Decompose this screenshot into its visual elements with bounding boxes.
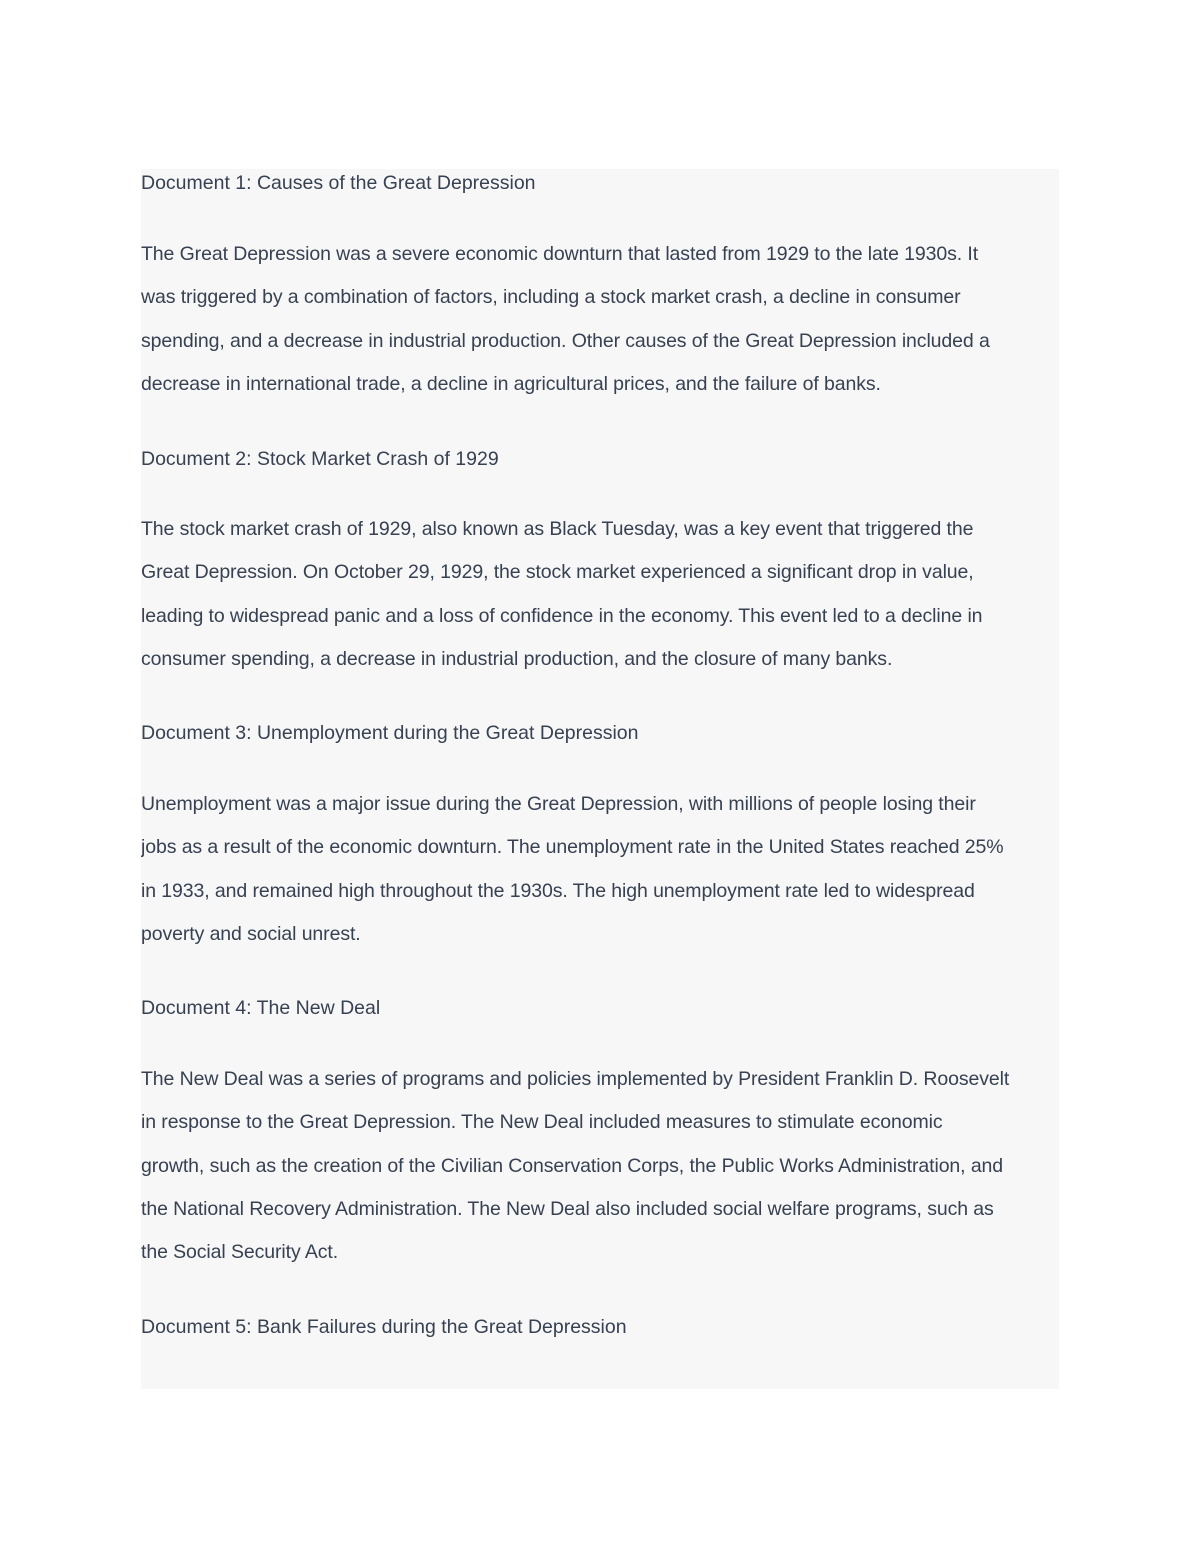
body-line: decrease in international trade, a decline in agricultural prices, and the failure of banks. xyxy=(141,372,881,395)
section-body xyxy=(141,233,990,406)
section-heading: Document 5: Bank Failures during the Great Depression xyxy=(141,1316,627,1338)
body-line: The stock market crash of 1929, also known as Black Tuesday, was a key event that triggered the xyxy=(141,518,974,540)
body-line: growth, such as the creation of the Civilian Conservation Corps, the Public Works Administration, and xyxy=(141,1154,1004,1177)
body-line: in 1933, and remained high throughout the 1930s. The high unemployment rate led to widespread xyxy=(141,879,975,902)
body-line: poverty and social unrest. xyxy=(141,922,361,945)
section-body xyxy=(141,1058,1009,1274)
body-line: leading to widespread panic and a loss of confidence in the economy. This event led to a decline in xyxy=(141,604,983,627)
body-line: Great Depression. On October 29, 1929, the stock market experienced a significant drop in value, xyxy=(141,561,974,584)
section-heading: Document 2: Stock Market Crash of 1929 xyxy=(141,448,499,470)
section-body xyxy=(141,783,1004,956)
body-line: spending, and a decrease in industrial production. Other causes of the Great Depression included a xyxy=(141,329,990,352)
section-heading: Document 3: Unemployment during the Great Depression xyxy=(141,722,639,744)
section-heading: Document 1: Causes of the Great Depression xyxy=(141,172,536,194)
body-line: the National Recovery Administration. The New Deal also included social welfare programs, such as xyxy=(141,1197,994,1220)
section-body xyxy=(141,508,982,681)
body-line: was triggered by a combination of factors, including a stock market crash, a decline in consumer xyxy=(141,286,961,309)
body-line: consumer spending, a decrease in industrial production, and the closure of many banks. xyxy=(141,647,893,670)
body-line: jobs as a result of the economic downturn. The unemployment rate in the United States reached 25% xyxy=(141,836,1004,859)
body-line: The Great Depression was a severe economic downturn that lasted from 1929 to the late 1930s. It xyxy=(141,243,979,265)
body-line: The New Deal was a series of programs and policies implemented by President Franklin D. Roosevelt xyxy=(141,1068,1010,1090)
body-line: in response to the Great Depression. The New Deal included measures to stimulate economic xyxy=(141,1111,943,1134)
body-line: the Social Security Act. xyxy=(141,1241,339,1264)
document-content-box xyxy=(141,169,1059,1389)
section-heading: Document 4: The New Deal xyxy=(141,997,381,1019)
body-line: Unemployment was a major issue during the Great Depression, with millions of people losing their xyxy=(141,793,976,815)
